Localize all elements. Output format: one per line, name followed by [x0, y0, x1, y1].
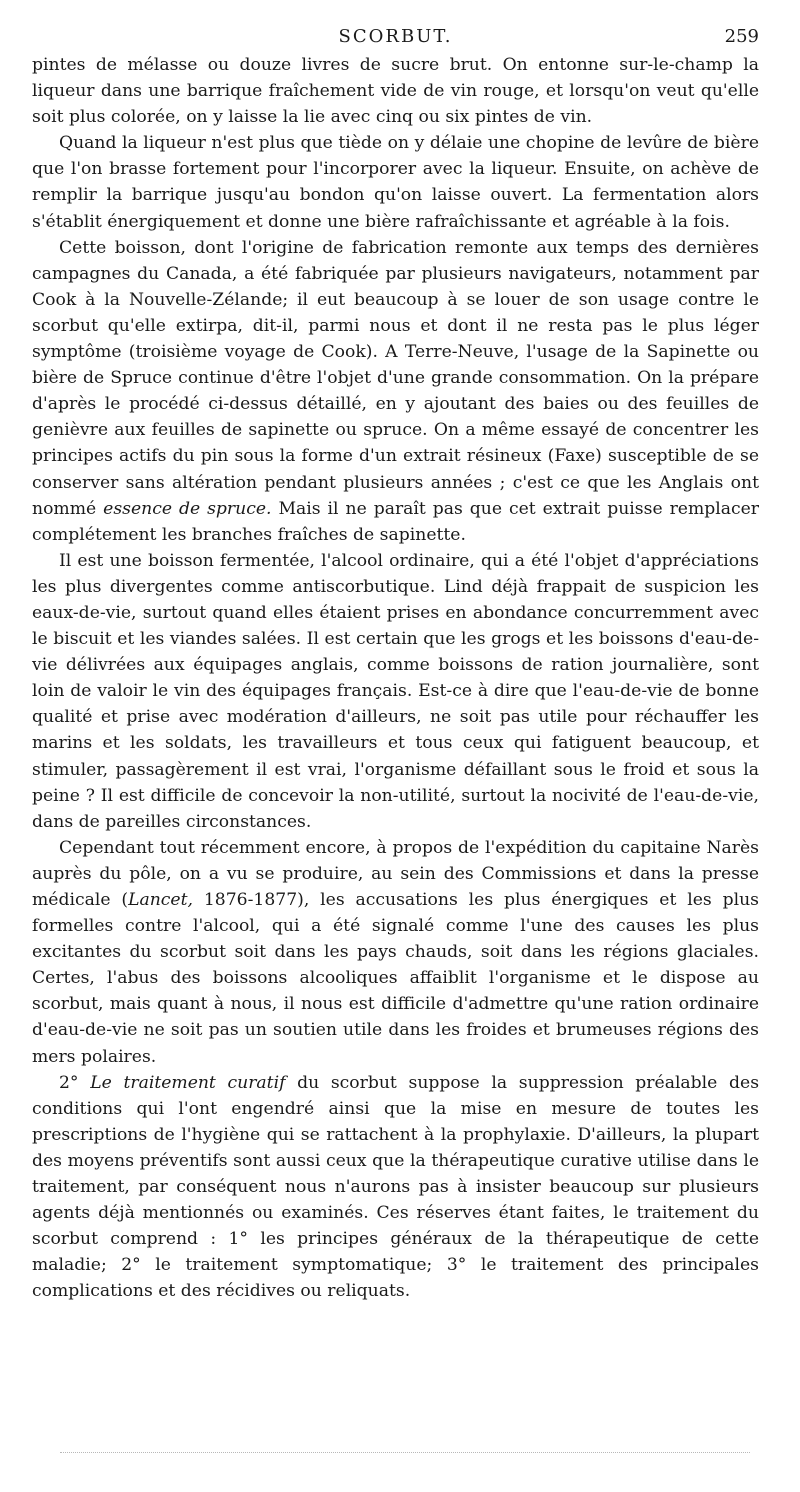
- italic-term: essence de spruce.: [103, 498, 272, 519]
- paragraph-text: 1876-1877), les accusations les plus énergiques et les plus formelles contre l'alcool, qui a été signalé comme l'une des causes les plus excitantes du scorbut soit dans les pays chauds, soit dans les régions glaciales. Certes, l'abus des boissons alcooliques affaiblit l'organisme et le dispose au scorbut, mais quant à nous, il nous est difficile d'admettre qu'une ration ordinaire d'eau-de-vie ne soit pas un soutien utile dans les froides et brumeuses régions des mers polaires.: [32, 890, 759, 1067]
- body-text: [32, 52, 759, 1305]
- paragraph-liqueur-fermentation: Quand la liqueur n'est plus que tiède on y délaie une chopine de levûre de bière que l'on brasse fortement pour l'incorporer avec la liqueur. Ensuite, on achève de remplir la barrique jusqu'au bondon qu'on laisse ouvert. La fermentation alors s'établit énergiquement et donne une bière rafraîchissante et agréable à la fois.: [32, 133, 759, 232]
- paragraph-text: du scorbut suppose la suppression préalable des conditions qui l'ont engendré ainsi que la mise en mesure de toutes les prescriptions de l'hygiène qui se rattachent à la prophylaxie. D'ailleurs, la plupart des moyens préventifs sont aussi ceux que la thérapeutique curative utilise dans le traitement, par conséquent nous n'aurons pas à insister beaucoup sur plusieurs agents déjà mentionnés ou examinés. Ces réserves étant faites, le traitement du scorbut comprend : 1° les principes généraux de la thérapeutique de cette maladie; 2° le traitement symptomatique; 3° le traitement des principales complications et des récidives ou reliquats.: [32, 1072, 760, 1302]
- section-number: 2°: [59, 1072, 79, 1093]
- running-title: SCORBUT.: [338, 26, 453, 47]
- paragraph-nares-expedition: [32, 835, 759, 1070]
- paragraph-alcohol: Il est une boisson fermentée, l'alcool ordinaire, qui a été l'objet d'appréciations les plus divergentes comme antiscorbutique. Lind déjà frappait de suspicion les eaux-de-vie, surtout quand elles étaient prises en abondance concurremment avec le biscuit et les viandes salées. Il est certain que les grogs et les boissons d'eau-de-vie délivrées aux équipages anglais, comme boissons de ration journalière, sont loin de valoir le vin des équipages français. Est-ce à dire que l'eau-de-vie de bonne qualité et prise avec modération d'ailleurs, ne soit pas utile pour réchauffer les marins et les soldats, les travailleurs et tous ceux qui fatiguent beaucoup, et stimuler, passagèrement il est vrai, l'organisme défaillant sous le froid et sous la peine ? Il est difficile de concevoir la non-utilité, surtout la nocivité de l'eau-de-vie, dans de pareilles circonstances.: [32, 550, 759, 832]
- italic-journal: Lancet,: [128, 890, 193, 910]
- paragraph-text: Cependant tout récemment encore, à propos de l'expédition du capitaine Narès auprès du pôle, on a vu se produire, au sein des Commissions et dans la presse médicale (: [32, 837, 759, 910]
- paragraph-spruce-beer: [32, 235, 759, 548]
- paragraph-curative-treatment: [32, 1070, 759, 1305]
- book-page: [32, 26, 759, 1305]
- page-number: 259: [724, 26, 759, 47]
- paragraph-text: Cette boisson, dont l'origine de fabrication remonte aux temps des dernières campagnes du Canada, a été fabriquée par plusieurs navigateurs, notamment par Cook à la Nouvelle-Zélande; il eut beaucoup à se louer de son usage contre le scorbut qu'elle extirpa, dit-il, parmi nous et dont il ne resta pas le plus léger symptôme (troisième voyage de Cook). A Terre-Neuve, l'usage de la Sapinette ou bière de Spruce continue d'être l'objet d'une grande consommation. On la prépare d'après le procédé ci-dessus détaillé, en y ajoutant des baies ou des feuilles de genièvre aux feuilles de sapinette ou spruce. On a même essayé de concentrer les principes actifs du pin sous la forme d'un extrait résineux (Faxe) susceptible de se conserver sans altération pendant plusieurs années ; c'est ce que les Anglais ont nommé: [32, 237, 759, 519]
- paragraph-continuation: pintes de mélasse ou douze livres de sucre brut. On entonne sur-le-champ la liqueur dans une barrique fraîchement vide de vin rouge, et lorsqu'on veut qu'elle soit plus colorée, on y laisse la lie avec cinq ou six pintes de vin.: [32, 55, 759, 128]
- running-head: [32, 26, 759, 52]
- paragraph-text: Mais il ne paraît pas que cet extrait puisse remplacer complétement les branches fraîches de sapinette.: [32, 498, 760, 545]
- italic-heading: Le traitement curatif: [90, 1072, 286, 1093]
- footer-bleed-through: [60, 1452, 750, 1454]
